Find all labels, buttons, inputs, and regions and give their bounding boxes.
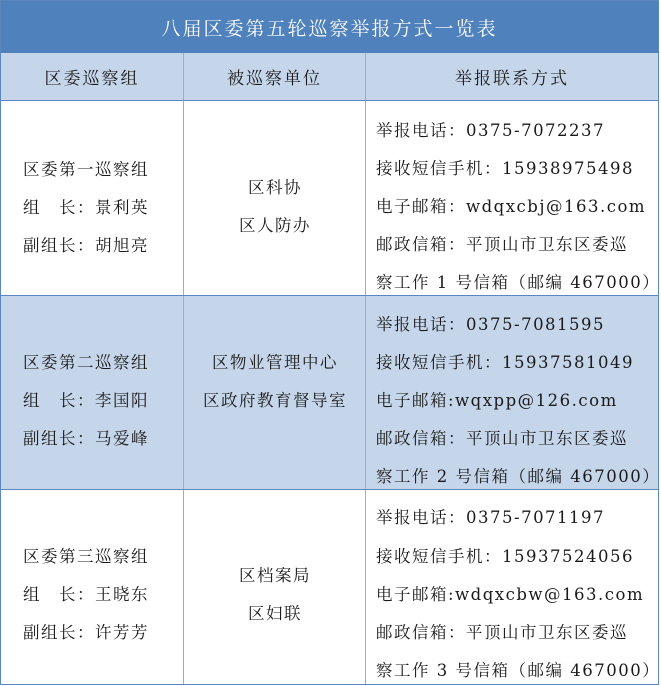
contact-cell: [365, 490, 661, 684]
group-name: 区委第二巡察组: [23, 353, 149, 372]
units-cell: [183, 490, 365, 684]
report-phone: 举报电话：0375-7071197: [376, 508, 606, 527]
group-name: 区委第三巡察组: [23, 547, 149, 566]
postal-mailbox: 邮政信箱：平顶山市卫东区委巡: [376, 429, 628, 448]
group-leader: 组 长：景利英: [23, 198, 149, 217]
table-row: [1, 490, 661, 684]
table-row: [1, 101, 661, 295]
inspected-unit: 区物业管理中心: [212, 353, 338, 372]
report-phone: 举报电话：0375-7072237: [376, 121, 606, 140]
group-deputy-leader: 副组长：马爱峰: [23, 429, 149, 448]
sms-mobile: 接收短信手机：15937581049: [376, 353, 634, 372]
group-leader: 组 长：王晓东: [23, 585, 149, 604]
email: 电子邮箱:wdqxcbw@163.com: [376, 585, 645, 604]
inspected-unit: 区人防办: [239, 216, 311, 235]
group-name: 区委第一巡察组: [23, 160, 149, 179]
header-inspected-units: 被巡察单位: [183, 53, 365, 101]
group-deputy-leader: 副组长：许芳芳: [23, 623, 149, 642]
group-cell: [1, 296, 183, 489]
postal-mailbox: 邮政信箱：平顶山市卫东区委巡: [376, 623, 628, 642]
inspected-unit: 区科协: [248, 178, 302, 197]
contact-cell: [365, 101, 661, 295]
email: 电子邮箱:wqxpp@126.com: [376, 391, 618, 410]
postal-mailbox-cont: 察工作 2 号信箱（邮编 467000）: [376, 467, 661, 486]
sms-mobile: 接收短信手机：15938975498: [376, 159, 634, 178]
header-report-contact: 举报联系方式: [365, 53, 658, 101]
group-cell: [1, 490, 183, 684]
inspected-unit: 区妇联: [248, 604, 302, 623]
inspected-unit: 区档案局: [239, 566, 311, 585]
email: 电子邮箱：wdqxcbj@163.com: [376, 197, 647, 216]
table-title: 八届区委第五轮巡察举报方式一览表: [1, 1, 658, 53]
units-cell: [183, 296, 365, 489]
header-inspection-group: 区委巡察组: [1, 53, 183, 101]
report-phone: 举报电话：0375-7081595: [376, 315, 606, 334]
units-cell: [183, 101, 365, 295]
group-leader: 组 长：李国阳: [23, 391, 149, 410]
group-deputy-leader: 副组长：胡旭亮: [23, 236, 149, 255]
inspected-unit: 区政府教育督导室: [203, 391, 347, 410]
table-row: [1, 296, 661, 489]
contact-cell: [365, 296, 661, 489]
postal-mailbox-cont: 察工作 1 号信箱（邮编 467000）: [376, 273, 661, 292]
group-cell: [1, 101, 183, 295]
sms-mobile: 接收短信手机：15937524056: [376, 547, 634, 566]
postal-mailbox: 邮政信箱：平顶山市卫东区委巡: [376, 235, 628, 254]
postal-mailbox-cont: 察工作 3 号信箱（邮编 467000）: [376, 661, 661, 680]
